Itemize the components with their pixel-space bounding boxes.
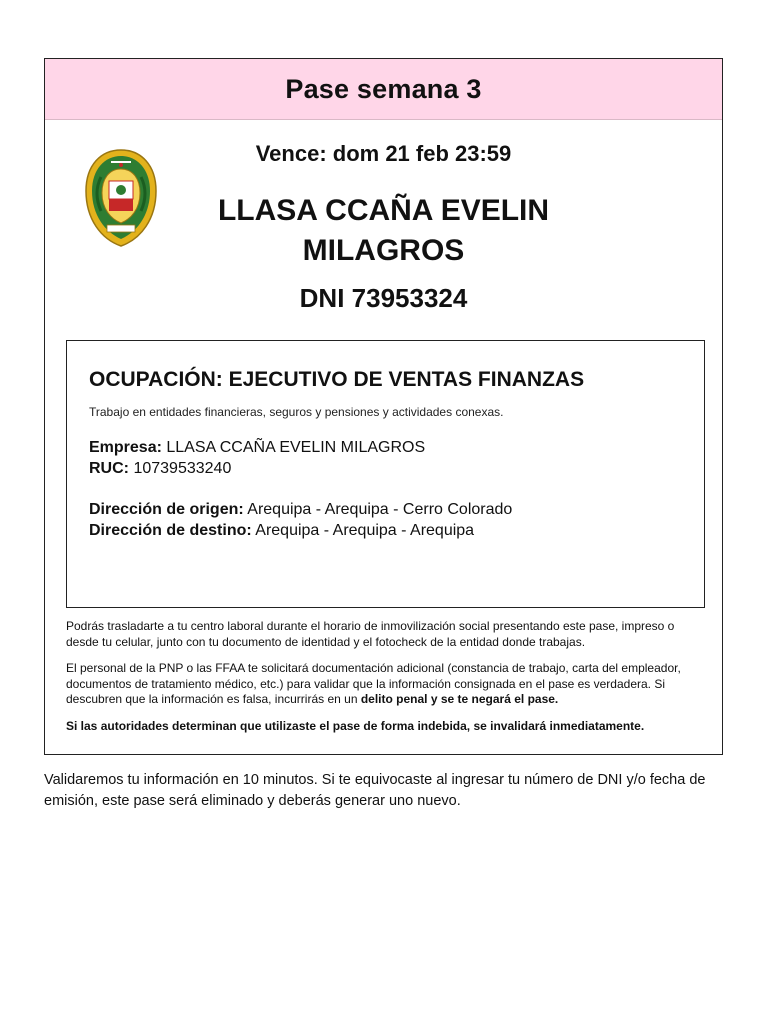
occupation-title: OCUPACIÓN: EJECUTIVO DE VENTAS FINANZAS: [89, 368, 585, 391]
destination-value: Arequipa - Arequipa - Arequipa: [255, 522, 475, 539]
company-value: LLASA CCAÑA EVELIN MILAGROS: [166, 439, 426, 456]
holder-dni: DNI 73953324: [299, 283, 468, 313]
holder-name: LLASA CCAÑA EVELIN MILAGROS: [217, 194, 550, 267]
pass-title: Pase semana 3: [285, 73, 482, 104]
origin-value: Arequipa - Arequipa - Cerro Colorado: [247, 501, 513, 518]
note-paragraph-2-bold: delito penal y se te negará el pase.: [360, 692, 559, 706]
ruc-row: [89, 458, 682, 479]
footer-message: Validaremos tu información en 10 minutos. Si te equivocaste al ingresar tu número de DNI y/o fecha de emisión, este pase será eliminado y deberás generar uno nuevo.: [44, 772, 706, 809]
company-label: Empresa:: [89, 439, 162, 456]
destination-row: [89, 520, 682, 541]
pass-card: [44, 58, 723, 755]
pass-notes: [66, 619, 704, 745]
ruc-label: RUC:: [89, 460, 129, 477]
origin-row: [89, 499, 682, 520]
occupation-box: [66, 340, 705, 608]
ruc-value: 10739533240: [133, 460, 232, 477]
company-row: [89, 437, 682, 458]
destination-label: Dirección de destino:: [89, 522, 252, 539]
expiration-date: Vence: dom 21 feb 23:59: [255, 141, 512, 166]
origin-label: Dirección de origen:: [89, 501, 244, 518]
occupation-description: Trabajo en entidades financieras, seguros y pensiones y actividades conexas.: [89, 405, 504, 419]
note-paragraph-3: [66, 719, 704, 735]
note-paragraph-1: Podrás trasladarte a tu centro laboral durante el horario de inmovilización social presentando este pase, impreso o desde tu celular, junto con tu documento de identidad y el fotocheck de la entidad donde trabajas.: [66, 619, 675, 649]
note-paragraph-2: [66, 661, 704, 708]
pass-header: [45, 59, 722, 120]
note-paragraph-2-text: El personal de la PNP o las FFAA te solicitará documentación adicional (constancia de trabajo, carta del empleador, documentos de tratamiento médico, etc.) para validar que la información consignada en el pase es verdadera. Si descubren que la información es falsa, incurrirás en un: [66, 661, 681, 706]
note-paragraph-3-bold: Si las autoridades determinan que utilizaste el pase de forma indebida, se invalidará inmediatamente.: [66, 718, 645, 733]
